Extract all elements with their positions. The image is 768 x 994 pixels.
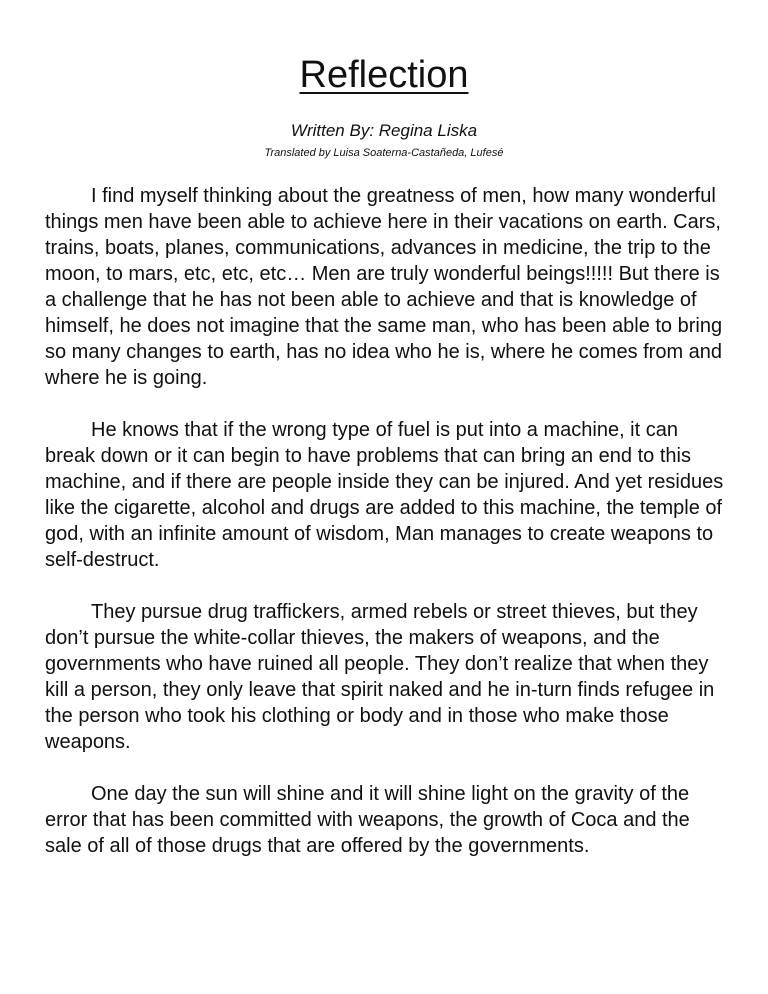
paragraph: I find myself thinking about the greatness of men, how many wonderful things men have been able to achieve here in their vacations on earth. Cars, trains, boats, planes, communications, advances in medicine, the trip to the moon, to mars, etc, etc, etc… Men are truly wonderful beings!!!!! But there is a challenge that he has not been able to achieve and that is knowledge of himself, he does not imagine that the same man, who has been able to bring so many changes to earth, has no idea who he is, where he comes from and where he is going. (45, 185, 723, 389)
paragraph: He knows that if the wrong type of fuel is put into a machine, it can break down or it can begin to have problems that can bring an end to this machine, and if there are people inside they can be injured. And yet residues like the cigarette, alcohol and drugs are added to this machine, the temple of god, with an infinite amount of wisdom, Man manages to create weapons to self-destruct. (45, 419, 724, 571)
paragraph: They pursue drug traffickers, armed rebels or street thieves, but they don’t pursue the white-collar thieves, the makers of weapons, and the governments who have ruined all people. They don’t realize that when they kill a person, they only leave that spirit naked and he in-turn finds refugee in the person who took his clothing or body and in those who make those weapons. (45, 601, 715, 753)
author-byline: Written By: Regina Liska (290, 121, 478, 140)
paragraph: One day the sun will shine and it will shine light on the gravity of the error that has been committed with weapons, the growth of Coca and the sale of all of those drugs that are offered by the governments. (45, 783, 690, 857)
translator-credit: Translated by Luisa Soaterna-Castañeda, Lufesé (264, 147, 504, 159)
document-title: Reflection (299, 54, 469, 96)
document-body (45, 183, 725, 885)
